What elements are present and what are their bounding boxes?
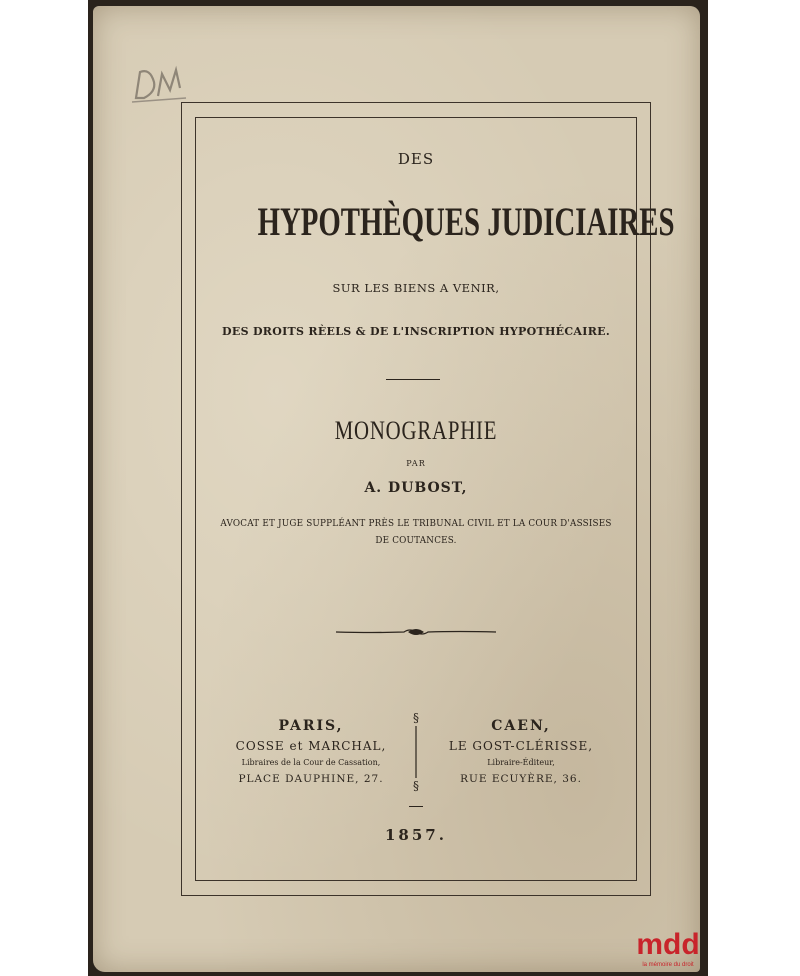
- svg-text:§: §: [413, 711, 419, 725]
- mdd-logo-icon: [628, 920, 708, 970]
- short-rule: [386, 379, 440, 380]
- genre-label: MONOGRAPHIE: [334, 416, 498, 445]
- ornamental-flourish: [334, 624, 498, 640]
- publisher-city: CAEN,: [491, 718, 551, 734]
- publisher-name: COSSE et MARCHAL,: [235, 739, 387, 753]
- publisher-paris: [211, 718, 411, 785]
- handwritten-pencil-mark: [128, 58, 192, 106]
- publisher-role: Libraires de la Cour de Cassation,: [241, 758, 381, 767]
- svg-text:§: §: [413, 779, 419, 792]
- author-credentials-2: DE COUTANCES.: [375, 536, 457, 546]
- subtitle-1: SUR LES BIENS A VENIR,: [332, 281, 500, 295]
- title-prefix: DES: [397, 150, 435, 168]
- publisher-name: LE GOST-CLÉRISSE,: [448, 739, 594, 753]
- year-rule: [409, 806, 423, 807]
- publisher-role: Libraire-Éditeur,: [487, 758, 555, 767]
- main-title: HYPOTHÈQUES JUDICIAIRES: [257, 199, 675, 244]
- publisher-address: PLACE DAUPHINE, 27.: [238, 773, 384, 785]
- subtitle-2: DES DROITS RÈELS & DE L'INSCRIPTION HYPOTHÉCAIRE.: [222, 325, 610, 338]
- author-name: A. DUBOST,: [364, 480, 468, 496]
- svg-text:mdd: mdd: [636, 928, 700, 961]
- title-page: [196, 118, 675, 878]
- by-label: PAR: [406, 459, 426, 468]
- publisher-city: PARIS,: [278, 718, 344, 734]
- svg-text:la mémoire du droit: la mémoire du droit: [642, 962, 694, 968]
- author-credentials-1: AVOCAT ET JUGE SUPPLÉANT PRÈS LE TRIBUNAL CIVIL ET LA COUR D'ASSISES: [220, 519, 612, 529]
- publication-year: 1857.: [385, 826, 447, 844]
- publisher-caen: [421, 718, 621, 785]
- publisher-address: RUE ECUYÈRE, 36.: [460, 773, 582, 785]
